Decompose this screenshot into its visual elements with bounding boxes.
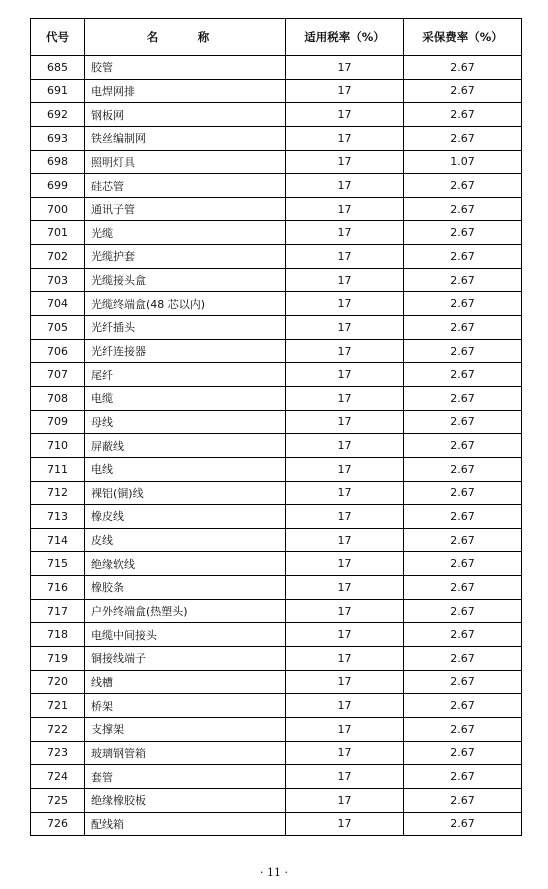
table-row bbox=[31, 457, 522, 481]
cell-name: 铜接线端子 bbox=[85, 647, 286, 671]
cell-tax-rate: 17 bbox=[286, 788, 404, 812]
cell-tax-rate: 17 bbox=[286, 717, 404, 741]
cell-code: 712 bbox=[31, 481, 85, 505]
table-row bbox=[31, 765, 522, 789]
cell-fee-rate: 2.67 bbox=[404, 174, 522, 198]
cell-fee-rate: 1.07 bbox=[404, 150, 522, 174]
cell-tax-rate: 17 bbox=[286, 694, 404, 718]
cell-tax-rate: 17 bbox=[286, 481, 404, 505]
cell-tax-rate: 17 bbox=[286, 339, 404, 363]
cell-name: 母线 bbox=[85, 410, 286, 434]
cell-tax-rate: 17 bbox=[286, 812, 404, 836]
cell-name: 线槽 bbox=[85, 670, 286, 694]
cell-name: 钢板网 bbox=[85, 103, 286, 127]
cell-name: 电焊网排 bbox=[85, 79, 286, 103]
cell-name: 橡皮线 bbox=[85, 505, 286, 529]
cell-tax-rate: 17 bbox=[286, 647, 404, 671]
table-body bbox=[31, 56, 522, 836]
cell-name: 户外终端盒(热塑头) bbox=[85, 599, 286, 623]
table-row bbox=[31, 623, 522, 647]
cell-name: 光缆接头盒 bbox=[85, 268, 286, 292]
cell-fee-rate: 2.67 bbox=[404, 103, 522, 127]
cell-name: 电缆 bbox=[85, 386, 286, 410]
cell-fee-rate: 2.67 bbox=[404, 481, 522, 505]
table-row bbox=[31, 386, 522, 410]
cell-tax-rate: 17 bbox=[286, 623, 404, 647]
header-row bbox=[31, 19, 522, 56]
cell-fee-rate: 2.67 bbox=[404, 599, 522, 623]
cell-code: 706 bbox=[31, 339, 85, 363]
cell-tax-rate: 17 bbox=[286, 245, 404, 269]
cell-fee-rate: 2.67 bbox=[404, 765, 522, 789]
table-row bbox=[31, 363, 522, 387]
cell-name: 配线箱 bbox=[85, 812, 286, 836]
cell-name: 胶管 bbox=[85, 56, 286, 80]
table-row bbox=[31, 788, 522, 812]
table-row bbox=[31, 126, 522, 150]
cell-fee-rate: 2.67 bbox=[404, 292, 522, 316]
cell-name: 铁丝编制网 bbox=[85, 126, 286, 150]
cell-code: 724 bbox=[31, 765, 85, 789]
table-row bbox=[31, 717, 522, 741]
cell-name: 尾纤 bbox=[85, 363, 286, 387]
cell-fee-rate: 2.67 bbox=[404, 339, 522, 363]
cell-fee-rate: 2.67 bbox=[404, 245, 522, 269]
cell-tax-rate: 17 bbox=[286, 126, 404, 150]
cell-code: 718 bbox=[31, 623, 85, 647]
cell-tax-rate: 17 bbox=[286, 292, 404, 316]
cell-fee-rate: 2.67 bbox=[404, 363, 522, 387]
cell-code: 726 bbox=[31, 812, 85, 836]
cell-tax-rate: 17 bbox=[286, 316, 404, 340]
cell-code: 722 bbox=[31, 717, 85, 741]
cell-code: 715 bbox=[31, 552, 85, 576]
cell-code: 701 bbox=[31, 221, 85, 245]
cell-fee-rate: 2.67 bbox=[404, 268, 522, 292]
cell-code: 702 bbox=[31, 245, 85, 269]
cell-fee-rate: 2.67 bbox=[404, 197, 522, 221]
cell-fee-rate: 2.67 bbox=[404, 386, 522, 410]
cell-code: 716 bbox=[31, 576, 85, 600]
table-row bbox=[31, 150, 522, 174]
cell-tax-rate: 17 bbox=[286, 174, 404, 198]
cell-fee-rate: 2.67 bbox=[404, 552, 522, 576]
cell-code: 709 bbox=[31, 410, 85, 434]
cell-fee-rate: 2.67 bbox=[404, 576, 522, 600]
cell-tax-rate: 17 bbox=[286, 670, 404, 694]
cell-fee-rate: 2.67 bbox=[404, 126, 522, 150]
table-row bbox=[31, 268, 522, 292]
table-row bbox=[31, 741, 522, 765]
cell-tax-rate: 17 bbox=[286, 457, 404, 481]
cell-tax-rate: 17 bbox=[286, 434, 404, 458]
cell-tax-rate: 17 bbox=[286, 197, 404, 221]
cell-name: 套管 bbox=[85, 765, 286, 789]
table-row bbox=[31, 647, 522, 671]
cell-tax-rate: 17 bbox=[286, 268, 404, 292]
cell-tax-rate: 17 bbox=[286, 410, 404, 434]
cell-fee-rate: 2.67 bbox=[404, 788, 522, 812]
cell-fee-rate: 2.67 bbox=[404, 812, 522, 836]
cell-code: 698 bbox=[31, 150, 85, 174]
cell-name: 通讯子管 bbox=[85, 197, 286, 221]
cell-code: 685 bbox=[31, 56, 85, 80]
cell-fee-rate: 2.67 bbox=[404, 316, 522, 340]
cell-fee-rate: 2.67 bbox=[404, 56, 522, 80]
cell-name: 屏蔽线 bbox=[85, 434, 286, 458]
table-row bbox=[31, 812, 522, 836]
table-row bbox=[31, 56, 522, 80]
cell-tax-rate: 17 bbox=[286, 576, 404, 600]
cell-tax-rate: 17 bbox=[286, 150, 404, 174]
cell-fee-rate: 2.67 bbox=[404, 505, 522, 529]
table-row bbox=[31, 339, 522, 363]
cell-fee-rate: 2.67 bbox=[404, 528, 522, 552]
cell-tax-rate: 17 bbox=[286, 765, 404, 789]
cell-code: 692 bbox=[31, 103, 85, 127]
cell-name: 绝缘软线 bbox=[85, 552, 286, 576]
cell-fee-rate: 2.67 bbox=[404, 694, 522, 718]
table-row bbox=[31, 552, 522, 576]
cell-tax-rate: 17 bbox=[286, 741, 404, 765]
table-row bbox=[31, 221, 522, 245]
cell-name: 光纤插头 bbox=[85, 316, 286, 340]
cell-name: 电线 bbox=[85, 457, 286, 481]
cell-name: 硅芯管 bbox=[85, 174, 286, 198]
cell-fee-rate: 2.67 bbox=[404, 221, 522, 245]
cell-name: 光缆 bbox=[85, 221, 286, 245]
cell-name: 裸铝(铜)线 bbox=[85, 481, 286, 505]
cell-code: 711 bbox=[31, 457, 85, 481]
table-row bbox=[31, 434, 522, 458]
table-row bbox=[31, 481, 522, 505]
cell-code: 721 bbox=[31, 694, 85, 718]
cell-code: 705 bbox=[31, 316, 85, 340]
cell-tax-rate: 17 bbox=[286, 363, 404, 387]
cell-code: 699 bbox=[31, 174, 85, 198]
cell-code: 700 bbox=[31, 197, 85, 221]
cell-tax-rate: 17 bbox=[286, 103, 404, 127]
table-row bbox=[31, 599, 522, 623]
rate-table bbox=[30, 18, 522, 836]
cell-tax-rate: 17 bbox=[286, 386, 404, 410]
cell-name: 绝缘橡胶板 bbox=[85, 788, 286, 812]
cell-name: 桥架 bbox=[85, 694, 286, 718]
table-row bbox=[31, 505, 522, 529]
table-row bbox=[31, 316, 522, 340]
cell-name: 电缆中间接头 bbox=[85, 623, 286, 647]
cell-tax-rate: 17 bbox=[286, 221, 404, 245]
table-row bbox=[31, 670, 522, 694]
table-row bbox=[31, 245, 522, 269]
cell-code: 703 bbox=[31, 268, 85, 292]
cell-name: 光纤连接器 bbox=[85, 339, 286, 363]
cell-tax-rate: 17 bbox=[286, 56, 404, 80]
table-row bbox=[31, 410, 522, 434]
cell-fee-rate: 2.67 bbox=[404, 79, 522, 103]
cell-name: 玻璃钢管箱 bbox=[85, 741, 286, 765]
cell-name: 光缆终端盒(48 芯以内) bbox=[85, 292, 286, 316]
cell-fee-rate: 2.67 bbox=[404, 741, 522, 765]
header-code: 代号 bbox=[31, 19, 85, 56]
cell-name: 支撑架 bbox=[85, 717, 286, 741]
cell-code: 707 bbox=[31, 363, 85, 387]
cell-code: 704 bbox=[31, 292, 85, 316]
cell-fee-rate: 2.67 bbox=[404, 623, 522, 647]
cell-fee-rate: 2.67 bbox=[404, 670, 522, 694]
table-row bbox=[31, 79, 522, 103]
cell-code: 723 bbox=[31, 741, 85, 765]
table-row bbox=[31, 576, 522, 600]
header-tax-rate: 适用税率（%） bbox=[286, 19, 404, 56]
header-fee-rate: 采保费率（%） bbox=[404, 19, 522, 56]
table-row bbox=[31, 292, 522, 316]
cell-code: 708 bbox=[31, 386, 85, 410]
table-row bbox=[31, 197, 522, 221]
cell-name: 橡胶条 bbox=[85, 576, 286, 600]
page-number: · 11 · bbox=[260, 866, 288, 879]
cell-fee-rate: 2.67 bbox=[404, 647, 522, 671]
cell-name: 皮线 bbox=[85, 528, 286, 552]
cell-tax-rate: 17 bbox=[286, 505, 404, 529]
cell-code: 713 bbox=[31, 505, 85, 529]
cell-tax-rate: 17 bbox=[286, 599, 404, 623]
cell-tax-rate: 17 bbox=[286, 79, 404, 103]
cell-tax-rate: 17 bbox=[286, 552, 404, 576]
cell-code: 710 bbox=[31, 434, 85, 458]
cell-code: 693 bbox=[31, 126, 85, 150]
cell-fee-rate: 2.67 bbox=[404, 410, 522, 434]
table-row bbox=[31, 694, 522, 718]
table-row bbox=[31, 528, 522, 552]
header-name: 名 称 bbox=[85, 19, 286, 56]
cell-code: 691 bbox=[31, 79, 85, 103]
cell-tax-rate: 17 bbox=[286, 528, 404, 552]
cell-code: 725 bbox=[31, 788, 85, 812]
cell-code: 717 bbox=[31, 599, 85, 623]
table-header bbox=[31, 19, 522, 56]
cell-fee-rate: 2.67 bbox=[404, 457, 522, 481]
cell-code: 719 bbox=[31, 647, 85, 671]
cell-fee-rate: 2.67 bbox=[404, 434, 522, 458]
cell-fee-rate: 2.67 bbox=[404, 717, 522, 741]
cell-code: 720 bbox=[31, 670, 85, 694]
cell-name: 照明灯具 bbox=[85, 150, 286, 174]
table-row bbox=[31, 174, 522, 198]
cell-code: 714 bbox=[31, 528, 85, 552]
table-row bbox=[31, 103, 522, 127]
cell-name: 光缆护套 bbox=[85, 245, 286, 269]
